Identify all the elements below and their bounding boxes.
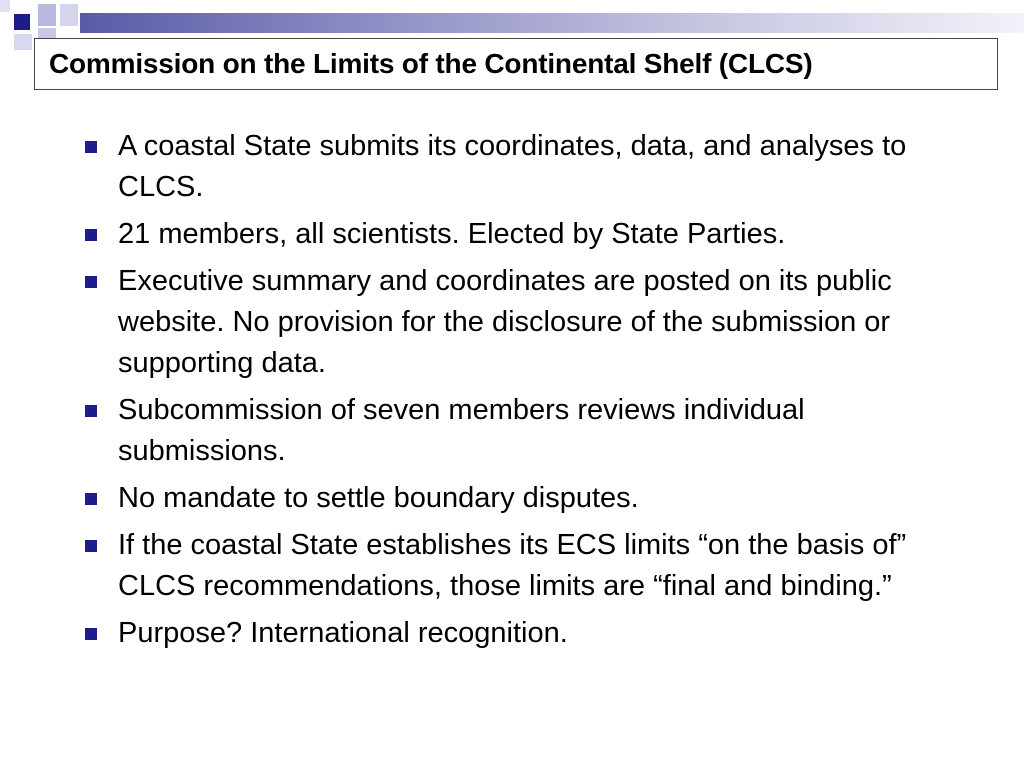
square-bullet-icon xyxy=(85,493,97,505)
bullet-text: A coastal State submits its coordinates, data, and analyses to CLCS. xyxy=(118,130,907,203)
slide-title: Commission on the Limits of the Continental Shelf (CLCS) xyxy=(49,48,813,79)
square-bullet-icon xyxy=(85,540,97,552)
decorative-square xyxy=(14,34,32,50)
bullet-text: No mandate to settle boundary disputes. xyxy=(118,482,639,514)
square-bullet-icon xyxy=(85,628,97,640)
square-bullet-icon xyxy=(85,405,97,417)
bullet-item xyxy=(80,390,960,472)
square-bullet-icon xyxy=(85,141,97,153)
square-bullet-icon xyxy=(85,276,97,288)
title-box xyxy=(34,38,998,90)
square-bullet-icon xyxy=(85,229,97,241)
bullet-text: Purpose? International recognition. xyxy=(118,617,568,649)
bullet-text: Subcommission of seven members reviews individual submissions. xyxy=(118,394,805,467)
decorative-square xyxy=(14,14,30,30)
bullet-item xyxy=(80,126,960,208)
bullet-item xyxy=(80,214,960,255)
bullet-list xyxy=(80,126,960,660)
bullet-text: 21 members, all scientists. Elected by State Parties. xyxy=(118,218,786,250)
decorative-square xyxy=(0,0,10,12)
bullet-item xyxy=(80,613,960,654)
bullet-item xyxy=(80,261,960,384)
bullet-text: If the coastal State establishes its ECS limits “on the basis of” CLCS recommendations, those limits are “final and binding.” xyxy=(118,529,907,602)
decorative-square xyxy=(38,4,56,26)
decorative-square xyxy=(60,4,78,26)
bullet-item xyxy=(80,525,960,607)
top-gradient-bar xyxy=(80,13,1024,33)
bullet-text: Executive summary and coordinates are posted on its public website. No provision for the disclosure of the submission or supporting data. xyxy=(118,265,892,379)
bullet-item xyxy=(80,478,960,519)
